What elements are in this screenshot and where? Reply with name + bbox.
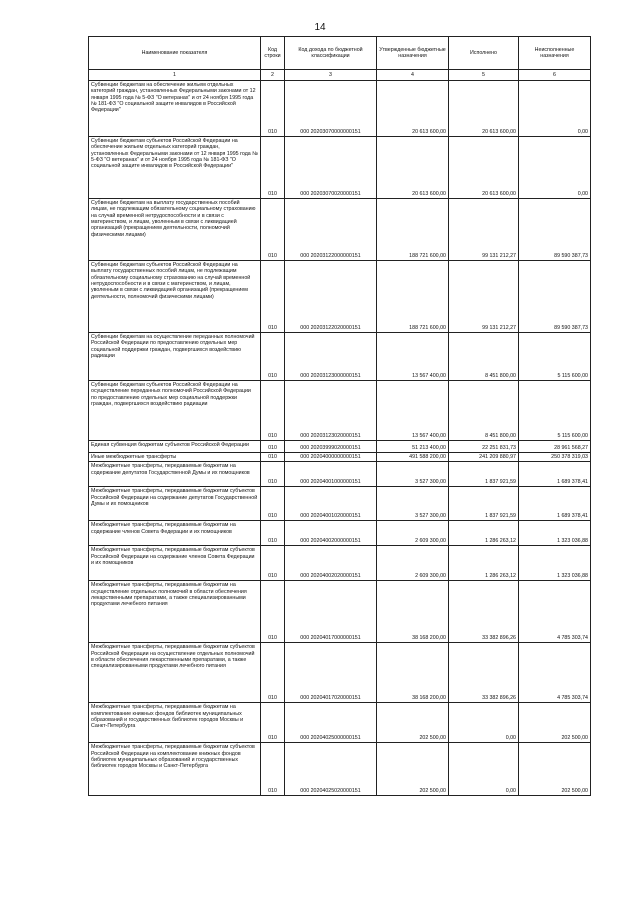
column-number-row <box>89 70 591 81</box>
row-income-code: 000 20204025000000151 <box>285 703 377 743</box>
row-name: Межбюджетные трансферты, передаваемые бюджетам субъектов Российской Федерации на комплектование книжных фондов библиотек муниципальных образований и государственных библиотек городов Москвы и Санкт-Петербурга <box>89 743 261 796</box>
row-unexecuted: 89 590 387,73 <box>519 261 591 333</box>
budget-execution-table <box>88 36 591 796</box>
row-approved: 202 500,00 <box>377 703 449 743</box>
table-row <box>89 453 591 462</box>
row-name: Субвенции бюджетам на осуществление переданных полномочий Российской Федерации по предоставлению отдельных мер социальной поддержки граждан, подвергшихся воздействию радиации <box>89 333 261 381</box>
row-approved: 3 527 300,00 <box>377 462 449 487</box>
row-executed: 1 837 921,59 <box>449 462 519 487</box>
row-line-code: 010 <box>261 643 285 703</box>
row-income-code: 000 20203122020000151 <box>285 261 377 333</box>
row-income-code: 000 20203070000000151 <box>285 81 377 137</box>
table-row <box>89 462 591 487</box>
row-income-code: 000 20203122000000151 <box>285 199 377 261</box>
row-name: Иные межбюджетные трансферты <box>89 453 261 462</box>
table-row <box>89 81 591 137</box>
row-line-code: 010 <box>261 487 285 521</box>
table-row <box>89 487 591 521</box>
row-executed: 1 286 263,12 <box>449 521 519 546</box>
row-unexecuted: 4 785 303,74 <box>519 643 591 703</box>
table-row <box>89 137 591 199</box>
header-unexecuted: Неисполненные назначения <box>519 37 591 70</box>
table-row <box>89 581 591 643</box>
row-income-code: 000 20204001000000151 <box>285 462 377 487</box>
row-income-code: 000 20203070020000151 <box>285 137 377 199</box>
row-line-code: 010 <box>261 453 285 462</box>
row-unexecuted: 5 115 600,00 <box>519 333 591 381</box>
row-approved: 188 721 600,00 <box>377 199 449 261</box>
table-row <box>89 643 591 703</box>
page-number: 14 <box>314 22 326 33</box>
row-approved: 2 609 300,00 <box>377 546 449 581</box>
row-executed: 1 286 263,12 <box>449 546 519 581</box>
table-row <box>89 441 591 453</box>
row-approved: 20 613 600,00 <box>377 81 449 137</box>
table-row <box>89 546 591 581</box>
row-line-code: 010 <box>261 261 285 333</box>
row-unexecuted: 0,00 <box>519 137 591 199</box>
row-executed: 33 382 896,26 <box>449 581 519 643</box>
row-approved: 20 613 600,00 <box>377 137 449 199</box>
row-line-code: 010 <box>261 703 285 743</box>
row-line-code: 010 <box>261 81 285 137</box>
row-executed: 20 613 600,00 <box>449 81 519 137</box>
column-number: 4 <box>377 70 449 81</box>
row-name: Межбюджетные трансферты, передаваемые бюджетам субъектов Российской Федерации на осуществление отдельных полномочий в области обеспечения лекарственными препаратами, а также специализированными продуктами лечебного питания <box>89 643 261 703</box>
row-executed: 99 131 212,27 <box>449 261 519 333</box>
row-unexecuted: 1 323 036,88 <box>519 521 591 546</box>
table-row <box>89 703 591 743</box>
row-unexecuted: 1 323 036,88 <box>519 546 591 581</box>
row-line-code: 010 <box>261 333 285 381</box>
table-row <box>89 261 591 333</box>
row-income-code: 000 20203123020000151 <box>285 381 377 441</box>
row-name: Межбюджетные трансферты, передаваемые бюджетам субъектов Российской Федерации на содержание членов Совета Федерации и их помощников <box>89 546 261 581</box>
row-approved: 13 567 400,00 <box>377 333 449 381</box>
row-approved: 51 213 400,00 <box>377 441 449 453</box>
row-income-code: 000 20204002000000151 <box>285 521 377 546</box>
row-unexecuted: 28 961 568,27 <box>519 441 591 453</box>
row-approved: 188 721 600,00 <box>377 261 449 333</box>
column-number: 3 <box>285 70 377 81</box>
header-income-code: Код дохода по бюджетной классификации <box>285 37 377 70</box>
row-unexecuted: 1 689 378,41 <box>519 487 591 521</box>
row-line-code: 010 <box>261 199 285 261</box>
row-name: Субвенции бюджетам субъектов Российской Федерации на выплату государственных пособий лицам, не подлежащим обязательному социальному страхованию на случай временной нетрудоспособности и в связи с материнством, и лицам, уволенным в связи с ликвидацией организаций (прекращением деятельности, полномочий физическими лицами) <box>89 261 261 333</box>
table-row <box>89 333 591 381</box>
header-name: Наименование показателя <box>89 37 261 70</box>
row-executed: 22 251 831,73 <box>449 441 519 453</box>
column-number: 2 <box>261 70 285 81</box>
row-income-code: 000 20204017020000151 <box>285 643 377 703</box>
row-executed: 99 131 212,27 <box>449 199 519 261</box>
header-line-code: Код строки <box>261 37 285 70</box>
row-name: Межбюджетные трансферты, передаваемые бюджетам на содержание членов Совета Федерации и их помощников <box>89 521 261 546</box>
row-name: Субвенции бюджетам на обеспечение жильем отдельных категорий граждан, установленных Федеральными законами от 12 января 1995 года № 5-ФЗ "О ветеранах" и от 24 ноября 1995 года № 181-ФЗ "О социальной защите инвалидов в Российской Федерации" <box>89 81 261 137</box>
row-name: Межбюджетные трансферты, передаваемые бюджетам на комплектование книжных фондов библиотек муниципальных образований и государственных библиотек городов Москвы и Санкт-Петербурга <box>89 703 261 743</box>
row-income-code: 000 20203999020000151 <box>285 441 377 453</box>
row-name: Межбюджетные трансферты, передаваемые бюджетам на содержание депутатов Государственной Думы и их помощников <box>89 462 261 487</box>
row-name: Единая субвенция бюджетам субъектов Российской Федерации <box>89 441 261 453</box>
row-line-code: 010 <box>261 521 285 546</box>
row-approved: 38 168 200,00 <box>377 581 449 643</box>
header-approved: Утвержденные бюджетные назначения <box>377 37 449 70</box>
table-row <box>89 743 591 796</box>
row-executed: 0,00 <box>449 743 519 796</box>
row-income-code: 000 20204002020000151 <box>285 546 377 581</box>
row-approved: 202 500,00 <box>377 743 449 796</box>
row-approved: 38 168 200,00 <box>377 643 449 703</box>
row-name: Межбюджетные трансферты, передаваемые бюджетам субъектов Российской Федерации на содержание депутатов Государственной Думы и их помощников <box>89 487 261 521</box>
header-executed: Исполнено <box>449 37 519 70</box>
row-executed: 33 382 896,26 <box>449 643 519 703</box>
row-name: Субвенции бюджетам субъектов Российской Федерации на обеспечение жильем отдельных категорий граждан, установленных Федеральными законами от 12 января 1995 года № 5-ФЗ "О ветеранах" и от 24 ноября 1995 года № 181-ФЗ "О социальной защите инвалидов в Российской Федерации" <box>89 137 261 199</box>
row-line-code: 010 <box>261 441 285 453</box>
row-unexecuted: 250 378 319,03 <box>519 453 591 462</box>
row-income-code: 000 20204017000000151 <box>285 581 377 643</box>
row-executed: 1 837 921,59 <box>449 487 519 521</box>
row-unexecuted: 89 590 387,73 <box>519 199 591 261</box>
row-executed: 8 451 800,00 <box>449 381 519 441</box>
row-income-code: 000 20204025020000151 <box>285 743 377 796</box>
row-unexecuted: 0,00 <box>519 81 591 137</box>
table-body <box>89 81 591 796</box>
row-executed: 0,00 <box>449 703 519 743</box>
row-line-code: 010 <box>261 137 285 199</box>
row-approved: 13 567 400,00 <box>377 381 449 441</box>
row-line-code: 010 <box>261 381 285 441</box>
row-line-code: 010 <box>261 462 285 487</box>
header-row <box>89 37 591 70</box>
table-row <box>89 199 591 261</box>
row-unexecuted: 5 115 600,00 <box>519 381 591 441</box>
row-executed: 20 613 600,00 <box>449 137 519 199</box>
row-unexecuted: 202 500,00 <box>519 743 591 796</box>
row-unexecuted: 202 500,00 <box>519 703 591 743</box>
row-income-code: 000 20204000000000151 <box>285 453 377 462</box>
row-unexecuted: 1 689 378,41 <box>519 462 591 487</box>
column-number: 1 <box>89 70 261 81</box>
row-approved: 3 527 300,00 <box>377 487 449 521</box>
column-number: 6 <box>519 70 591 81</box>
row-line-code: 010 <box>261 743 285 796</box>
row-name: Субвенции бюджетам субъектов Российской Федерации на осуществление переданных полномочий Российской Федерации по предоставлению отдельных мер социальной поддержки граждан, подвергшихся воздействию радиации <box>89 381 261 441</box>
row-income-code: 000 20203123000000151 <box>285 333 377 381</box>
row-line-code: 010 <box>261 581 285 643</box>
row-executed: 8 451 800,00 <box>449 333 519 381</box>
row-name: Субвенции бюджетам на выплату государственных пособий лицам, не подлежащим обязательному социальному страхованию на случай временной нетрудоспособности и в связи с материнством, и лицам, уволенным в связи с ликвидацией организаций (прекращением деятельности, полномочий физическими лицами) <box>89 199 261 261</box>
table-row <box>89 521 591 546</box>
row-approved: 491 588 200,00 <box>377 453 449 462</box>
row-name: Межбюджетные трансферты, передаваемые бюджетам на осуществление отдельных полномочий в области обеспечения лекарственными препаратами, а также специализированными продуктами лечебного питания <box>89 581 261 643</box>
row-line-code: 010 <box>261 546 285 581</box>
row-approved: 2 609 300,00 <box>377 521 449 546</box>
column-number: 5 <box>449 70 519 81</box>
table-row <box>89 381 591 441</box>
row-executed: 241 209 880,97 <box>449 453 519 462</box>
row-income-code: 000 20204001020000151 <box>285 487 377 521</box>
row-unexecuted: 4 785 303,74 <box>519 581 591 643</box>
